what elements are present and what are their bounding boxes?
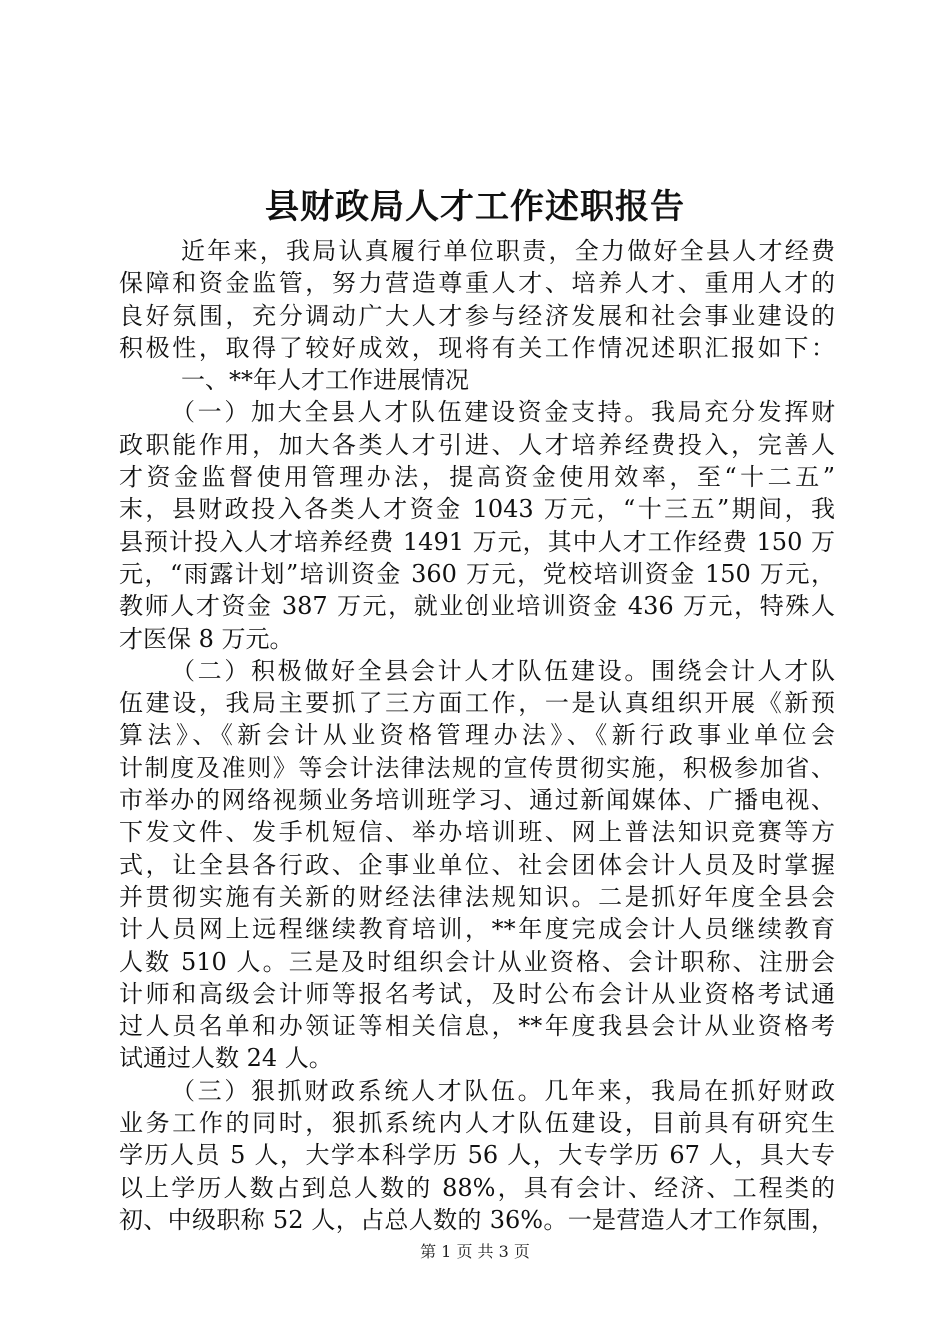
text-line: 才医保 8 万元。 bbox=[119, 624, 294, 653]
text-line: 政职能作用，加大各类人才引进、人才培养经费投入，完善人 bbox=[119, 430, 835, 459]
text-line: 近年来，我局认真履行单位职责，全力做好全县人才经费 bbox=[181, 237, 835, 265]
text-line: 保障和资金监管，努力营造尊重人才、培养人才、重用人才的 bbox=[119, 269, 835, 298]
text-line: 人数 510 人。三是及时组织会计从业资格、会计职称、注册会 bbox=[119, 947, 835, 976]
text-line: 业务工作的同时，狠抓系统内人才队伍建设，目前具有研究生 bbox=[119, 1109, 835, 1138]
text-line: 教师人才资金 387 万元，就业创业培训资金 436 万元，特殊人 bbox=[119, 592, 835, 621]
text-line: 计制度及准则》等会计法律法规的宣传贯彻实施，积极参加省、 bbox=[119, 753, 835, 782]
text-line: 并贯彻实施有关新的财经法律法规知识。二是抓好年度全县会 bbox=[119, 882, 835, 911]
text-line: 良好氛围，充分调动广大人才参与经济发展和社会事业建设的 bbox=[119, 301, 835, 330]
section-heading: 一、**年人才工作进展情况 bbox=[181, 366, 469, 395]
document-body bbox=[119, 235, 835, 1236]
text-line: （一）加大全县人才队伍建设资金支持。我局充分发挥财 bbox=[171, 398, 835, 427]
text-line: （二）积极做好全县会计人才队伍建设。围绕会计人才队 bbox=[171, 656, 835, 685]
text-line: 伍建设，我局主要抓了三方面工作，一是认真组织开展《新预 bbox=[119, 689, 835, 718]
text-line: 初、中级职称 52 人，占总人数的 36%。一是营造人才工作氛围， bbox=[119, 1205, 835, 1234]
text-line: 试通过人数 24 人。 bbox=[119, 1044, 333, 1073]
page-number-footer: 第 1 页 共 3 页 bbox=[420, 1242, 530, 1261]
text-line: 市举办的网络视频业务培训班学习、通过新闻媒体、广播电视、 bbox=[119, 786, 835, 815]
text-line: 计人员网上远程继续教育培训，**年度完成会计人员继续教育 bbox=[119, 915, 835, 944]
text-line: （三）狠抓财政系统人才队伍。几年来，我局在抓好财政 bbox=[171, 1076, 835, 1105]
text-line: 过人员名单和办领证等相关信息，**年度我县会计从业资格考 bbox=[119, 1012, 835, 1041]
text-line: 元，“雨露计划”培训资金 360 万元，党校培训资金 150 万元， bbox=[119, 559, 835, 588]
text-line: 下发文件、发手机短信、举办培训班、网上普法知识竞赛等方 bbox=[119, 818, 835, 847]
text-line: 算法》、《新会计从业资格管理办法》、《新行政事业单位会 bbox=[119, 721, 835, 750]
text-line: 式，让全县各行政、企事业单位、社会团体会计人员及时掌握 bbox=[119, 850, 835, 879]
text-line: 县预计投入人才培养经费 1491 万元，其中人才工作经费 150 万 bbox=[119, 527, 835, 556]
text-line: 积极性，取得了较好成效，现将有关工作情况述职汇报如下： bbox=[119, 333, 835, 362]
text-line: 学历人员 5 人，大学本科学历 56 人，大专学历 67 人，具大专 bbox=[119, 1141, 835, 1170]
text-line: 才资金监督使用管理办法，提高资金使用效率，至“十二五” bbox=[119, 463, 835, 492]
text-line: 末，县财政投入各类人才资金 1043 万元，“十三五”期间，我 bbox=[119, 495, 835, 524]
text-line: 以上学历人数占到总人数的 88%，具有会计、经济、工程类的 bbox=[119, 1173, 835, 1202]
document-title: 县财政局人才工作述职报告 bbox=[265, 187, 685, 227]
text-line: 计师和高级会计师等报名考试，及时公布会计从业资格考试通 bbox=[119, 979, 835, 1008]
